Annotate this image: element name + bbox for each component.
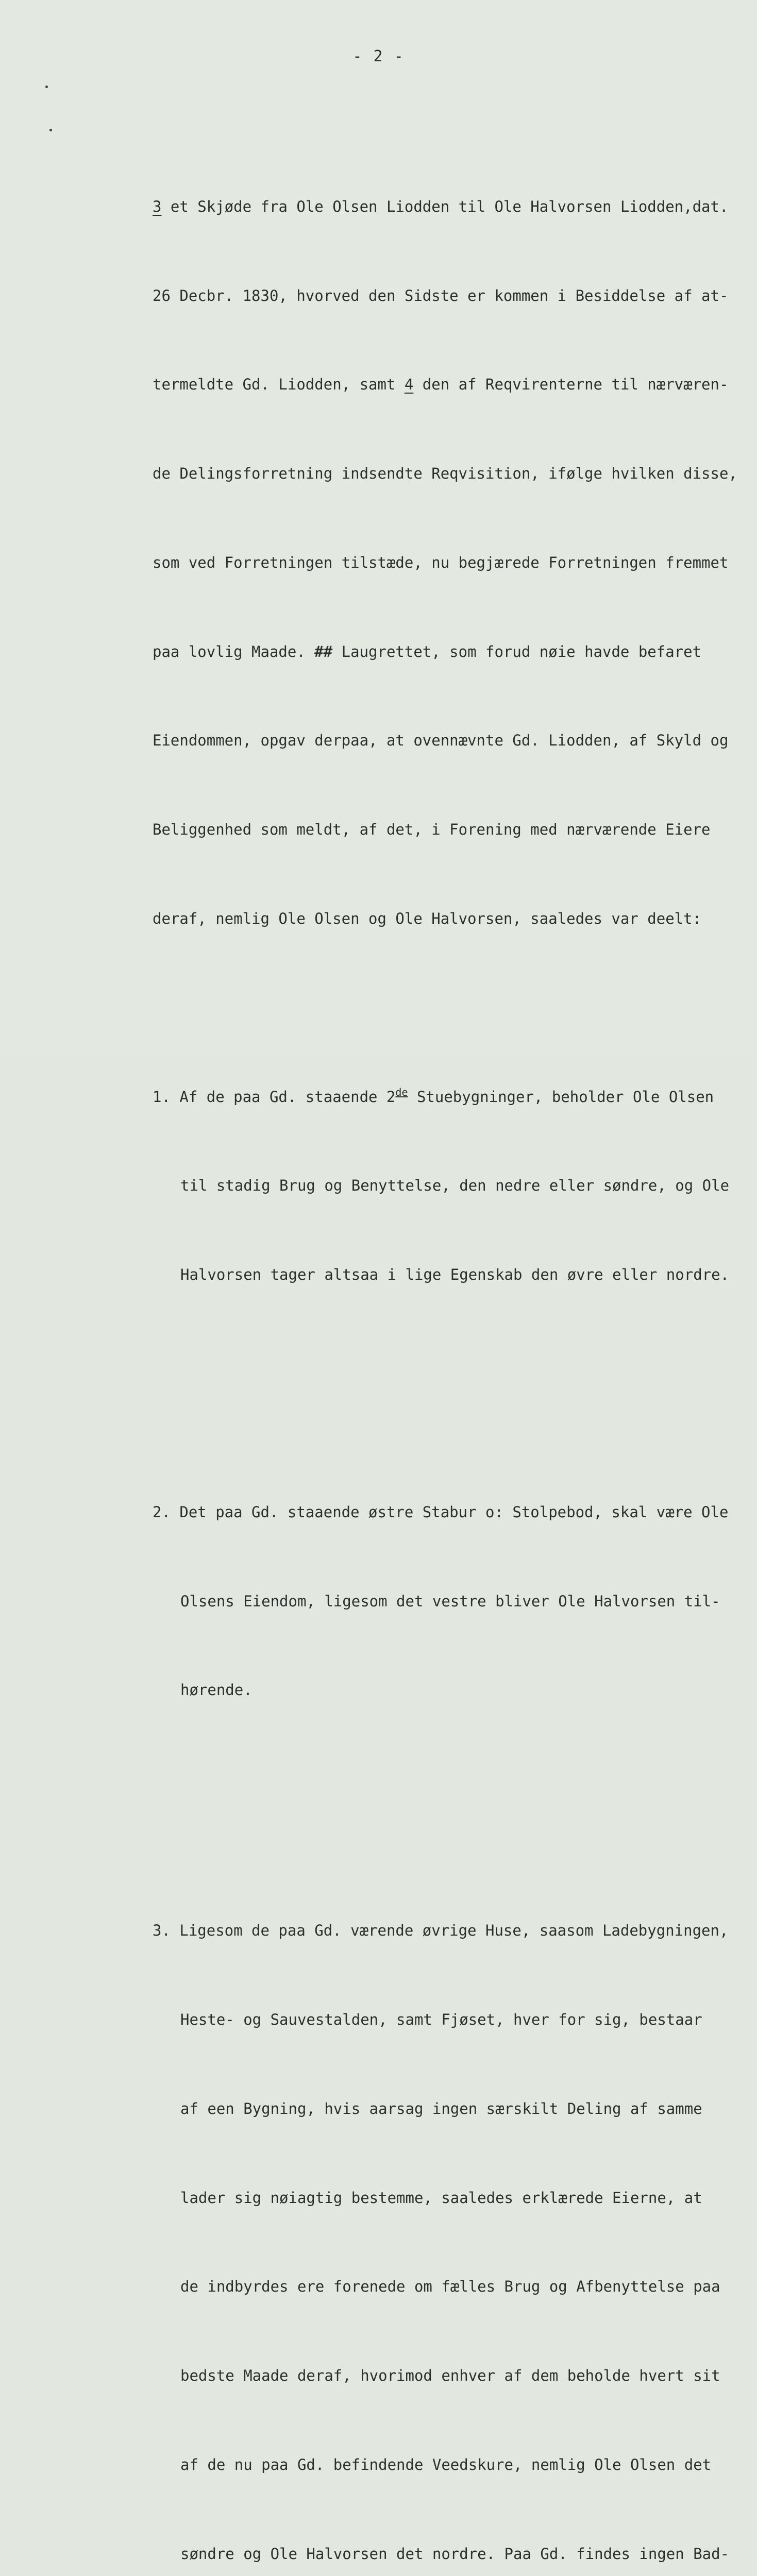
text-line: af een Bygning, hvis aarsag ingen særskilt Deling af samme bbox=[180, 2099, 702, 2117]
text-line: termeldte Gd. Liodden, samt 4 den af Reqvirenterne til nærværen- bbox=[153, 376, 729, 394]
numbered-reference: 4 bbox=[404, 376, 414, 394]
text-line: lader sig nøiagtig bestemme, saaledes erklærede Eierne, at bbox=[180, 2189, 702, 2207]
text-line: til stadig Brug og Benyttelse, den nedre eller søndre, og Ole bbox=[180, 1177, 730, 1195]
numbered-reference: 3 bbox=[153, 197, 162, 215]
list-item-2 bbox=[153, 1438, 740, 1765]
page-number: - 2 - bbox=[352, 47, 405, 65]
list-item-3 bbox=[153, 1857, 740, 2576]
text-line: de Delingsforretning indsendte Reqvisition, ifølge hvilken disse, bbox=[153, 465, 737, 483]
margin-mark bbox=[49, 129, 52, 131]
superscript: de bbox=[395, 1086, 408, 1098]
text-line: Heste- og Sauvestalden, samt Fjøset, hver for sig, bestaar bbox=[180, 2011, 702, 2028]
text-line: 3. Ligesom de paa Gd. værende øvrige Huse, saasom Ladebygningen, bbox=[153, 1922, 729, 1940]
text-line: hørende. bbox=[180, 1681, 253, 1699]
list-item-1 bbox=[153, 1023, 740, 1349]
handwritten-mark: ## bbox=[314, 642, 333, 660]
text-line: søndre og Ole Halvorsen det nordre. Paa Gd. findes ingen Bad- bbox=[180, 2545, 730, 2563]
text-line: Olsens Eiendom, ligesom det vestre bliver Ole Halvorsen til- bbox=[180, 1592, 720, 1610]
text-line: af de nu paa Gd. befindende Veedskure, nemlig Ole Olsen det bbox=[180, 2455, 712, 2473]
text-line: 1. Af de paa Gd. staaende 2de Stuebygninger, beholder Ole Olsen bbox=[153, 1086, 714, 1106]
text-line: paa lovlig Maade. ## Laugrettet, som forud nøie havde befaret bbox=[153, 642, 702, 660]
text-line: de indbyrdes ere forenede om fælles Brug og Afbenyttelse paa bbox=[180, 2278, 720, 2296]
text-line: Beliggenhed som meldt, af det, i Forening med nærværende Eiere bbox=[153, 821, 711, 839]
document-body bbox=[153, 103, 740, 2576]
text-line: 26 Decbr. 1830, hvorved den Sidste er kommen i Besiddelse af at- bbox=[153, 286, 729, 304]
margin-mark bbox=[45, 86, 48, 88]
text-line: Eiendommen, opgav derpaa, at ovennævnte Gd. Liodden, af Skyld og bbox=[153, 732, 729, 750]
text-line: Halvorsen tager altsaa i lige Egenskab den øvre eller nordre. bbox=[180, 1266, 730, 1284]
text-line: deraf, nemlig Ole Olsen og Ole Halvorsen, saaledes var deelt: bbox=[153, 910, 702, 928]
text-line: 2. Det paa Gd. staaende østre Stabur o: Stolpebod, skal være Ole bbox=[153, 1503, 729, 1521]
text-line: 3 et Skjøde fra Ole Olsen Liodden til Ole Halvorsen Liodden,dat. bbox=[153, 197, 729, 215]
text-line: som ved Forretningen tilstæde, nu begjærede Forretningen fremmet bbox=[153, 553, 729, 571]
text-line: bedste Maade deraf, hvorimod enhver af dem beholde hvert sit bbox=[180, 2367, 720, 2385]
